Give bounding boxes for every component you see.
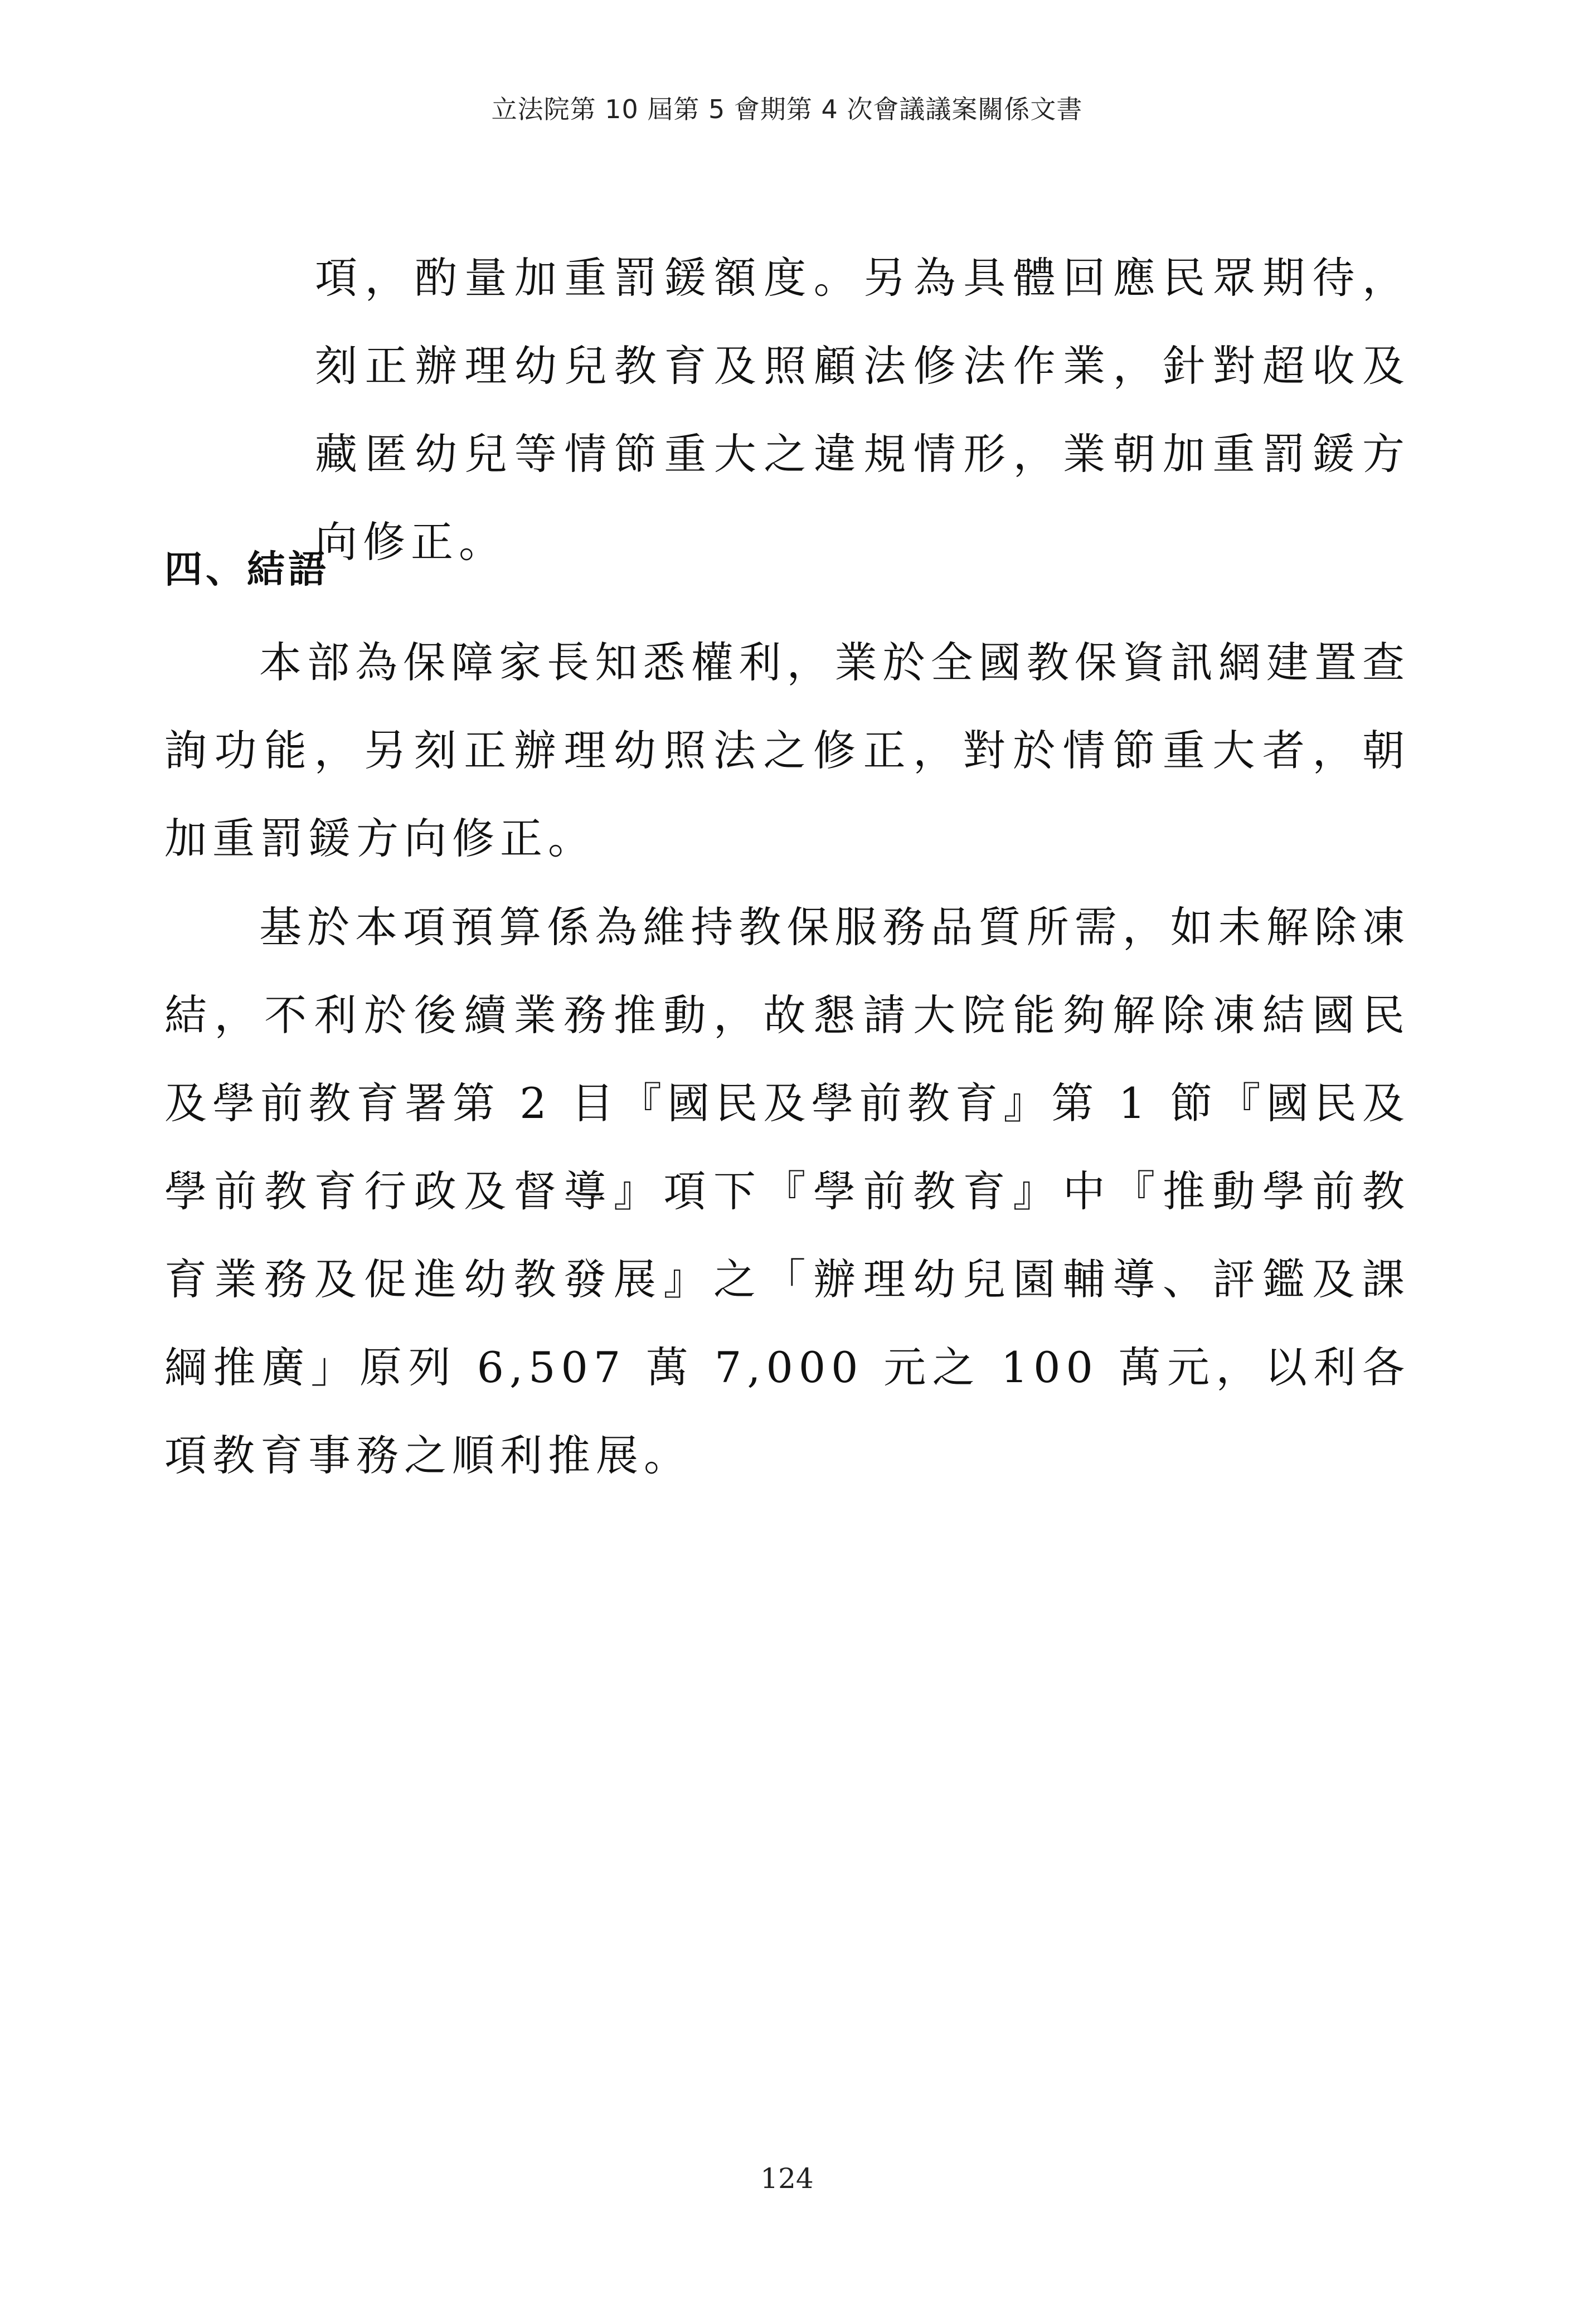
conclusion-paragraph-1: 本部為保障家長知悉權利，業於全國教保資訊網建置查詢功能，另刻正辦理幼照法之修正，對於情節重大者，朝加重罰鍰方向修正。 [164,638,1410,863]
page-header: 立法院第 10 屆第 5 會期第 4 次會議議案關係文書 [491,94,1083,124]
page-number: 124 [760,2162,814,2195]
conclusion-paragraph-2: 基於本項預算係為維持教保服務品質所需，如未解除凍結，不利於後續業務推動，故懇請大院能夠解除凍結國民及學前教育署第 2 目『國民及學前教育』第 1 節『國民及學前教育行政及督導』項下『學前教育』中『推動學前教育業務及促進幼教發展』之「辦理幼兒園輔導、評鑑及課綱推廣」原列 6,507 萬 7,000 元之 100 萬元，以利各項教育事務之順利推展。 [164,902,1410,1480]
section-heading: 四、結語 [164,548,330,592]
continuation-paragraph: 項，酌量加重罰鍰額度。另為具體回應民眾期待，刻正辦理幼兒教育及照顧法修法作業，針對超收及藏匿幼兒等情節重大之違規情形，業朝加重罰鍰方向修正。 [315,253,1410,567]
